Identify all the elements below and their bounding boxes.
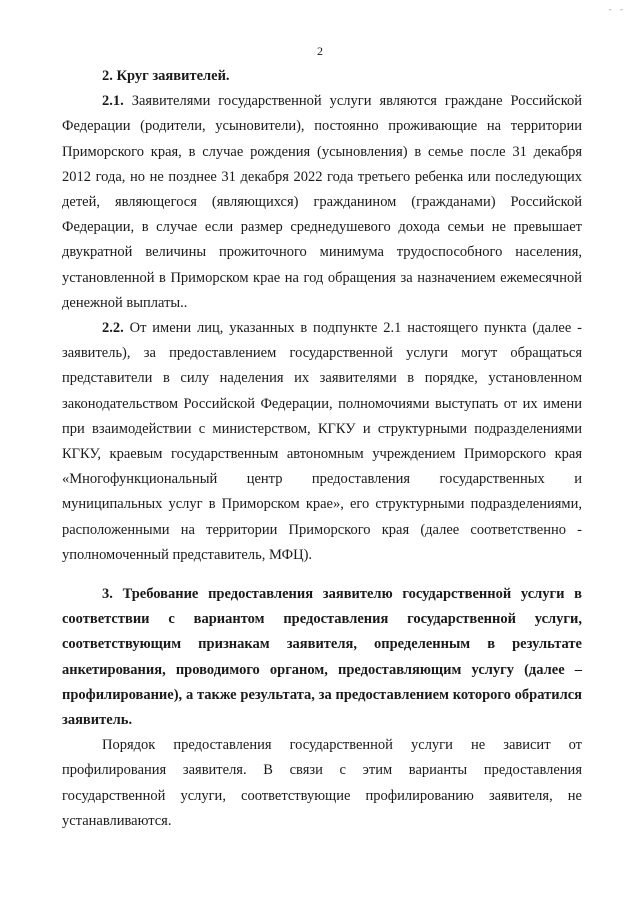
- paragraph-2-1: [62, 89, 582, 316]
- section-2-heading: 2. Круг заявителей.: [102, 68, 230, 84]
- paragraph-2-2-text: От имени лиц, указанных в подпункте 2.1 настоящего пункта (далее - заявитель), за предоставлением государственной услуги могут обращаться представители в силу наделения их заявителями в порядке, установленном законодательством Российской Федерации, полномочиями выступать от их имени при взаимодействии с министерством, КГКУ и структурными подразделениями КГКУ, краевым государственным автономным учреждением Приморского края «Многофункциональный центр предоставления государственных и муниципальных услуг в Приморском крае», его структурными подразделениями, расположенными на территории Приморского края (далее соответственно - уполномоченный представитель, МФЦ).: [62, 320, 582, 563]
- paragraph-2-2: [62, 316, 582, 568]
- paragraph-2-2-number: 2.2.: [102, 320, 124, 337]
- paragraph-2-1-text: Заявителями государственной услуги являются граждане Российской Федерации (родители, усыновители), постоянно проживающие на территории Приморского края, в случае рождения (усыновления) в семье после 31 декабря 2012 года, но не позднее 31 декабря 2022 года третьего ребенка или последующих детей, являющегося (являющихся) гражданином (гражданами) Российской Федерации, в случае если размер среднедушевого дохода семьи не превышает двукратной величины прожиточного минимума трудоспособного населения, установленной в Приморском крае на год обращения за назначением ежемесячной денежной выплаты..: [62, 93, 583, 311]
- scan-corner-mark: - -: [608, 4, 626, 14]
- section-3-heading: 3. Требование предоставления заявителю государственной услуги в соответствии с вариантом предоставления государственной услуги, соответствующим признакам заявителя, определенным в результате анкетирования, проводимого органом, предоставляющим услугу (далее – профилирование), а также результата, за предоставлением которого обратился заявитель.: [62, 586, 582, 729]
- section-2: [62, 64, 582, 568]
- section-3: [62, 582, 582, 834]
- paragraph-2-1-number: 2.1.: [102, 93, 124, 110]
- paragraph-3-1: Порядок предоставления государственной услуги не зависит от профилирования заявителя. В связи с этим варианты предоставления государственной услуги, соответствующие профилированию заявителя, не устанавливаются.: [62, 737, 582, 829]
- page-number: 2: [317, 44, 323, 58]
